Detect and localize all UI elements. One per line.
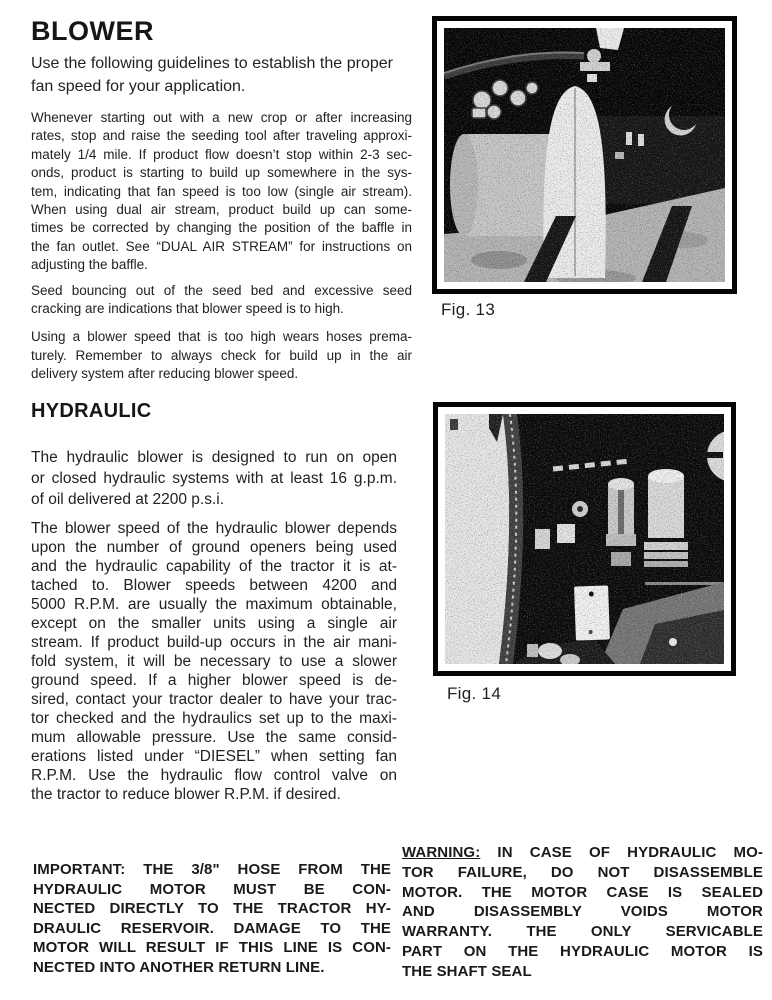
left-column — [31, 18, 413, 804]
figure-13 — [432, 16, 737, 294]
blower-paragraph-2: Seed bouncing out of the seed bed and excessive seed cracking are indications that blower speed is to high. — [31, 282, 412, 317]
figure-13-photo — [444, 28, 725, 282]
hydraulic-paragraph-1: The hydraulic blower is designed to run on open or closed hydraulic systems with at least 16 g.p.m. of oil delivered at 2200 p.s.i. — [31, 448, 397, 508]
blower-intro-paragraph: Use the following guidelines to establish the proper fan speed for your application. — [31, 55, 393, 95]
figure-14-photo — [445, 414, 724, 664]
blower-paragraph-1: Whenever starting out with a new crop or after increasing rates, stop and raise the seeding tool after traveling approxi- mately 1/4 mile. If product flow doesn’t stop within 2-3 sec- onds, product is starting to build up somewhere in the sys- tem, indicating that fan speed is too low (single air stream). When using dual air stream, product build up can some- times be corrected by changing the position of the baffle in the fan outlet. See “DUAL AIR STREAM” for instructions on adjusting the baffle. — [31, 110, 412, 273]
warning-first-line-rest: IN CASE OF HYDRAULIC MO- — [480, 844, 763, 861]
important-notice: IMPORTANT: THE 3/8" HOSE FROM THE HYDRAULIC MOTOR MUST BE CON- NECTED DIRECTLY TO THE TRACTOR HY- DRAULIC RESERVOIR. DAMAGE TO THE MOTOR WILL RESULT IF THIS LINE IS CON- NECTED INTO ANOTHER RETURN LINE. — [33, 861, 391, 976]
figure-14-caption: Fig. 14 — [447, 684, 502, 703]
warning-lines: TOR FAILURE, DO NOT DISASSEMBLE MOTOR. THE MOTOR CASE IS SEALED AND DISASSEMBLY VOIDS MOTOR WARRANTY. THE ONLY SERVICABLE PART ON THE HYDRAULIC MOTOR IS THE SHAFT SEAL — [402, 863, 763, 980]
hydraulic-heading: HYDRAULIC — [31, 399, 152, 422]
warning-label: WARNING: — [402, 844, 481, 861]
warning-notice — [402, 843, 763, 982]
blower-heading: BLOWER — [31, 16, 154, 46]
figure-14 — [433, 402, 736, 676]
blower-paragraph-3: Using a blower speed that is too high wears hoses prema- turely. Remember to always check for build up in the air delivery system after reducing blower speed. — [31, 329, 412, 382]
figure-13-caption: Fig. 13 — [441, 300, 496, 319]
hydraulic-paragraph-2: The blower speed of the hydraulic blower depends upon the number of ground openers being used and the hydraulic capability of the tractor it is at- tached to. Blower speeds between 4200 and 5000 R.P.M. are usually the maximum obtainable, except on the smaller units using a single air stream. If product build-up occurs in the air mani- fold system, it will be necessary to use a slower ground speed. If a higher blower speed is de- sired, contact your tractor dealer to have your trac- tor checked and the hydraulics set up to the maxi- mum allowable pressure. Use the same consid- erations listed under “DIESEL” when setting fan R.P.M. Use the hydraulic flow control valve on the tractor to reduce blower R.P.M. if desired. — [31, 519, 397, 803]
warning-first-line — [402, 843, 763, 863]
